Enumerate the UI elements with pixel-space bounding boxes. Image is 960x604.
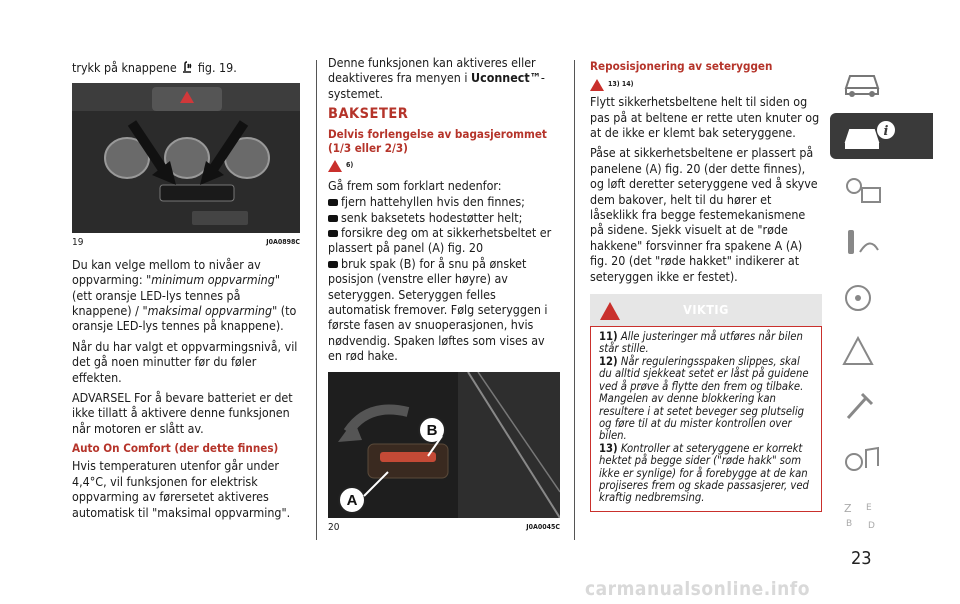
sidebar-emergency-icon[interactable] [830, 329, 933, 375]
paragraph-belts: Flytt sikkerhetsbeltene helt til siden og pas på at beltene er rette uten knuter og at de ikke er klemt bak seteryggene. [590, 94, 820, 141]
intro-line: trykk på knappene fig. 19. [72, 60, 300, 77]
column-divider-2 [574, 60, 575, 540]
sidebar-car-info-icon[interactable] [830, 113, 933, 159]
bullet-car-icon [328, 261, 338, 268]
column-2 [328, 55, 560, 541]
column-3 [590, 55, 822, 512]
page-number: 23 [851, 548, 872, 569]
svg-text:Z: Z [844, 502, 852, 515]
svg-text:E: E [866, 503, 872, 513]
paragraph-uconnect: Denne funksjonen kan aktiveres eller deaktiveres fra menyen i Uconnect™-systemet. [328, 55, 545, 101]
warning-triangle-icon [328, 160, 342, 172]
bullet-car-icon [328, 199, 338, 206]
note-12: 12) Når reguleringsspaken slippes, skal du alltid sjekkeat setet er låst på guidene ved å prøve å flytte den frem og tilbake. Mangelen av denne blokkering kan resultere i at setet beveger seg plutselig og føre til at du mister kontrollen over bilen. [599, 354, 809, 443]
sidebar-warning-lights-icon[interactable] [830, 167, 933, 213]
svg-text:B: B [846, 519, 853, 529]
list-item: senk baksetets hodestøtter helt; [328, 210, 560, 225]
svg-text:i: i [883, 124, 889, 139]
figure-19-caption: 19 J0A0898C [72, 237, 300, 249]
sidebar-steering-wheel-icon[interactable] [830, 275, 933, 321]
warning-ref: 13) 14) [590, 76, 822, 92]
paragraph-warning: ADVARSEL For å bevare batteriet er det ikke tillatt å aktivere denne funksjonen når motoren er slått av. [72, 390, 293, 436]
sidebar-index-icon[interactable] [830, 491, 933, 537]
column-1 [72, 60, 300, 525]
watermark: carmanualsonline.info [585, 578, 810, 600]
paragraph-instructions: Gå frem som forklart nedenfor: [328, 177, 502, 193]
bullet-car-icon [328, 215, 338, 222]
sidebar-car-outline-icon[interactable] [830, 59, 933, 105]
sidebar-maintenance-icon[interactable] [830, 221, 933, 267]
figure-20-caption: 20 J0A0045C [328, 521, 560, 533]
subheading-partial-extension: Delvis forlengelse av bagasjerommet (1/3 eller 2/3) [328, 126, 547, 155]
subheading-auto-on: Auto On Comfort (der dette finnes) [72, 441, 279, 456]
note-11: 11) Alle justeringer må utføres når bilen står stille. [599, 330, 803, 356]
paragraph-lock: Påse at sikkerhetsbeltene er plassert på panelene (A) fig. 20 (der dette finnes), og løft deretter seteryggene ved å skyve dem bakover, helt til du hører et låseklikk fra begge festemekanismene på sidene. Sjekk visuelt at de "røde hakkene" forsvinner fra spakene A (A) fig. 20 (det "røde hakket" indikerer at seteryggen ikke er festet). [590, 145, 818, 284]
label-b: B [426, 421, 438, 439]
bullet-car-icon [328, 230, 338, 237]
paragraph-auto-on: Hvis temperaturen utenfor går under 4,4°C, vil funksjonen for elektrisk oppvarming av førersetet aktiveres automatisk til "maksimal oppvarming". [72, 458, 291, 520]
section-heading-bakseter: BAKSETER [328, 106, 409, 123]
list-item: fjern hattehyllen hvis den finnes; [328, 194, 560, 209]
paragraph-wait: Når du har valgt et oppvarmingsnivå, vil det gå noen minutter før du føler effekten. [72, 338, 298, 385]
label-a: A [346, 491, 358, 509]
paragraph-heat-levels: Du kan velge mellom to nivåer av oppvarming: "minimum oppvarming" (ett oransje LED-lys tennes på knappene) / "maksimal oppvarming" (to oransje LED-lys tennes på knappene). [72, 256, 297, 334]
figure-20-image [328, 372, 560, 518]
seat-heater-icon [180, 60, 194, 77]
svg-text:D: D [868, 521, 875, 531]
warning-ref: 6) [328, 158, 560, 174]
figure-19-image [72, 83, 300, 233]
sidebar-multimedia-icon[interactable] [830, 437, 933, 483]
sidebar-hammer-wrench-icon[interactable] [830, 383, 933, 429]
warning-triangle-icon [590, 79, 604, 91]
list-item: bruk spak (B) for å snu på ønsket posisjon (venstre eller høyre) av seteryggen. Seteryggen felles automatisk fremover. Følg seteryggen i første fasen av snuoperasjonen, hvis nødvendig. Spaken løftes som vises av en rød hake. [328, 255, 548, 364]
column-divider-1 [316, 60, 317, 540]
subheading-reposition: Reposisjonering av seteryggen [590, 59, 773, 73]
note-13: 13) Kontroller at seteryggene er korrekt hektet på begge sider ("røde hakk" som ikke er synlige) for å forebygge at de kan projiseres frem og skade passasjerer, ved kraftig nedbremsing. [599, 441, 809, 505]
list-item: forsikre deg om at sikkerhetsbeltet er plassert på panel (A) fig. 20 [328, 225, 552, 256]
viktig-box [590, 326, 822, 512]
viktig-header: VIKTIG [590, 294, 822, 326]
chapter-sidebar [830, 59, 933, 545]
